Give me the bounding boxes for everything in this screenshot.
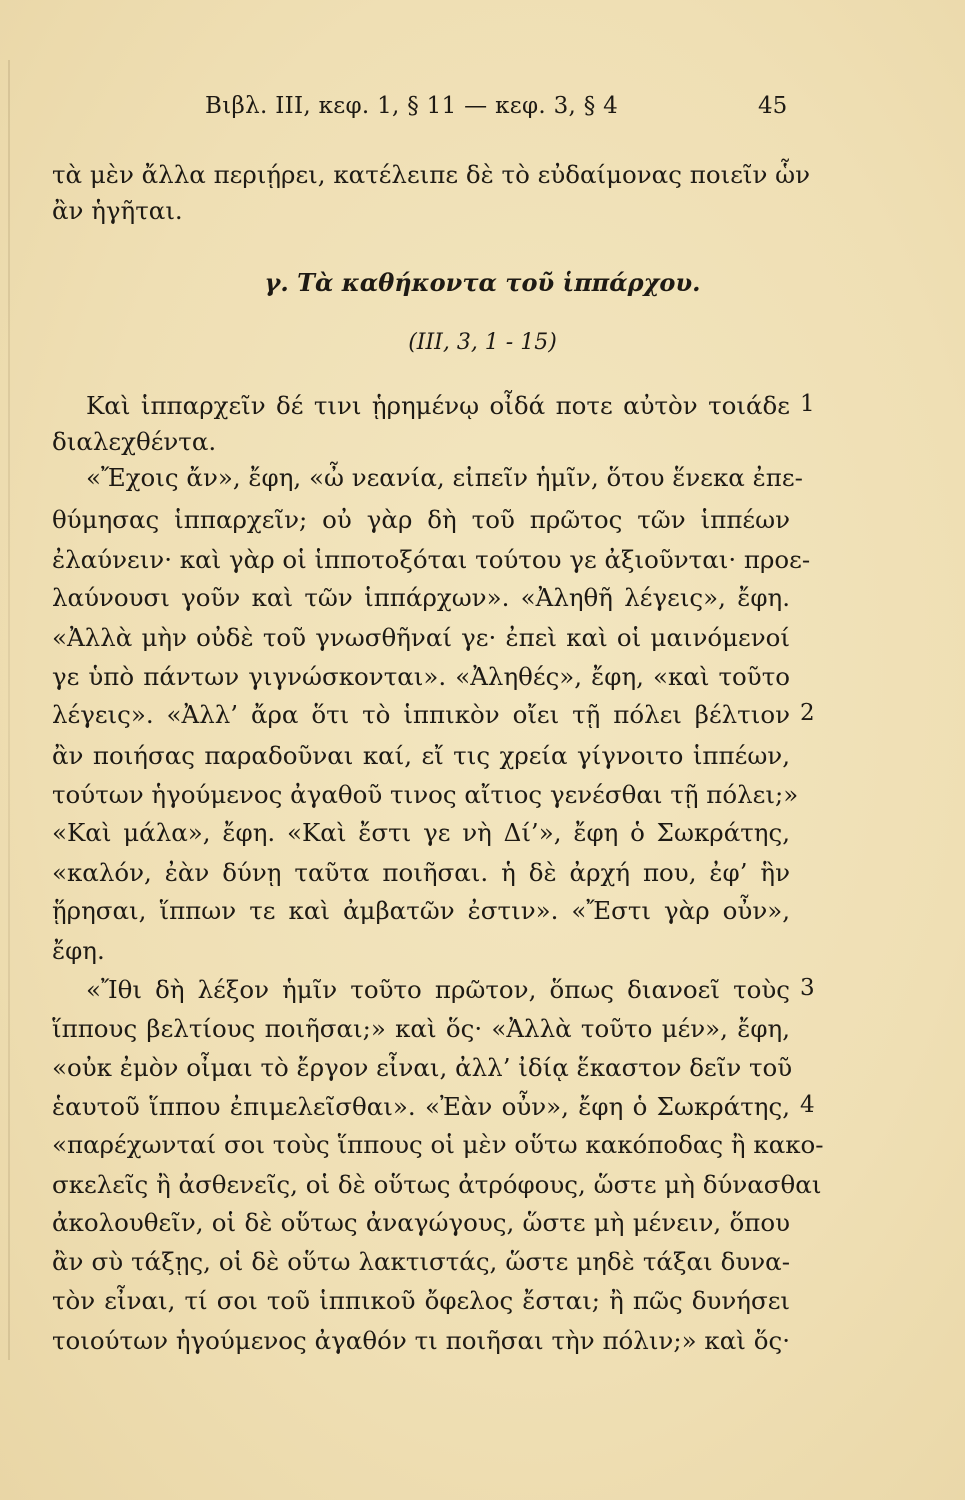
text-line: ἔφη. xyxy=(52,936,105,965)
text-line: ἂν σὺ τάξῃς, οἱ δὲ οὕτω λακτιστάς, ὥστε μηδὲ τάξαι δυνα- xyxy=(52,1247,790,1276)
text-line: ἑαυτοῦ ἵππου ἐπιμελεῖσθαι». «Ἐὰν οὖν», ἔφη ὁ Σωκράτης, xyxy=(52,1092,790,1121)
text-line: ἂν ἡγῆται. xyxy=(52,196,183,225)
text-line: Καὶ ἱππαρχεῖν δέ τινι ᾑρημένῳ οἶδά ποτε αὐτὸν τοιάδε xyxy=(86,391,790,420)
text-line: τὰ μὲν ἄλλα περιῄρει, κατέλειπε δὲ τὸ εὐδαίμονας ποιεῖν ὧν xyxy=(52,160,811,189)
text-line: ἂν ποιήσας παραδοῦναι καί, εἴ τις χρεία γίγνοιτο ἱππέων, xyxy=(52,741,790,770)
section-reference: (III, 3, 1 - 15) xyxy=(408,330,557,355)
text-line: «Ἀλλὰ μὴν οὐδὲ τοῦ γνωσθῆναί γε· ἐπεὶ καὶ οἱ μαινόμενοί xyxy=(52,623,790,652)
text-line: θύμησας ἱππαρχεῖν; οὐ γὰρ δὴ τοῦ πρῶτος τῶν ἱππέων xyxy=(52,505,790,534)
page-number: 45 xyxy=(758,93,788,119)
text-line: διαλεχθέντα. xyxy=(52,427,217,456)
text-line: ἵππους βελτίους ποιῆσαι;» καὶ ὅς· «Ἀλλὰ τοῦτο μέν», ἔφη, xyxy=(52,1014,790,1043)
text-line: τὸν εἶναι, τί σοι τοῦ ἱππικοῦ ὄφελος ἔσται; ἢ πῶς δυνήσει xyxy=(52,1286,790,1315)
text-line: γε ὑπὸ πάντων γιγνώσκονται». «Ἀληθές», ἔφη, «καὶ τοῦτο xyxy=(52,662,790,691)
running-head: Βιβλ. III, κεφ. 1, § 11 — κεφ. 3, § 4 xyxy=(205,93,619,119)
text-line: λαύνουσι γοῦν καὶ τῶν ἱππάρχων». «Ἀληθῆ λέγεις», ἔφη. xyxy=(52,583,790,612)
text-line: τούτων ἡγούμενος ἀγαθοῦ τινος αἴτιος γενέσθαι τῇ πόλει;» xyxy=(52,780,799,809)
margin-number: 3 xyxy=(800,975,815,1001)
text-line: τοιούτων ἡγούμενος ἀγαθόν τι ποιῆσαι τὴν πόλιν;» καὶ ὅς· xyxy=(52,1326,790,1355)
section-title: γ. Τὰ καθήκοντα τοῦ ἱππάρχου. xyxy=(264,268,701,297)
text-line: σκελεῖς ἢ ἀσθενεῖς, οἱ δὲ οὕτως ἀτρόφους, ὥστε μὴ δύνασθαι xyxy=(52,1170,822,1199)
margin-number: 4 xyxy=(800,1092,815,1118)
margin-number: 1 xyxy=(800,391,815,417)
text-line: «Ἔχοις ἄν», ἔφη, «ὦ νεανία, εἰπεῖν ἡμῖν, ὅτου ἕνεκα ἐπε- xyxy=(86,463,803,492)
text-line: «Καὶ μάλα», ἔφη. «Καὶ ἔστι γε νὴ Δί’», ἔφη ὁ Σωκράτης, xyxy=(52,818,790,847)
page-edge-shadow xyxy=(8,60,10,1360)
text-line: «οὐκ ἐμὸν οἶμαι τὸ ἔργον εἶναι, ἀλλ’ ἰδίᾳ ἕκαστον δεῖν τοῦ xyxy=(52,1053,793,1082)
text-line: ᾕρησαι, ἵππων τε καὶ ἀμβατῶν ἐστιν». «Ἔστι γὰρ οὖν», xyxy=(52,896,790,925)
margin-number: 2 xyxy=(800,700,815,726)
page-header xyxy=(0,93,965,133)
text-line: «καλόν, ἐὰν δύνῃ ταῦτα ποιῆσαι. ἡ δὲ ἀρχή που, ἐφ’ ἣν xyxy=(52,858,790,887)
text-line: ἀκολουθεῖν, οἱ δὲ οὕτως ἀναγώγους, ὥστε μὴ μένειν, ὅπου xyxy=(52,1208,790,1237)
text-line: ἐλαύνειν· καὶ γὰρ οἱ ἱπποτοξόται τούτου γε ἀξιοῦνται· προε- xyxy=(52,545,811,574)
text-line: «παρέχωνταί σοι τοὺς ἵππους οἱ μὲν οὕτω κακόποδας ἢ κακο- xyxy=(52,1130,824,1159)
text-line: «Ἴθι δὴ λέξον ἡμῖν τοῦτο πρῶτον, ὅπως διανοεῖ τοὺς xyxy=(86,975,790,1004)
text-line: λέγεις». «Ἀλλ’ ἄρα ὅτι τὸ ἱππικὸν οἴει τῇ πόλει βέλτιον xyxy=(52,700,790,729)
